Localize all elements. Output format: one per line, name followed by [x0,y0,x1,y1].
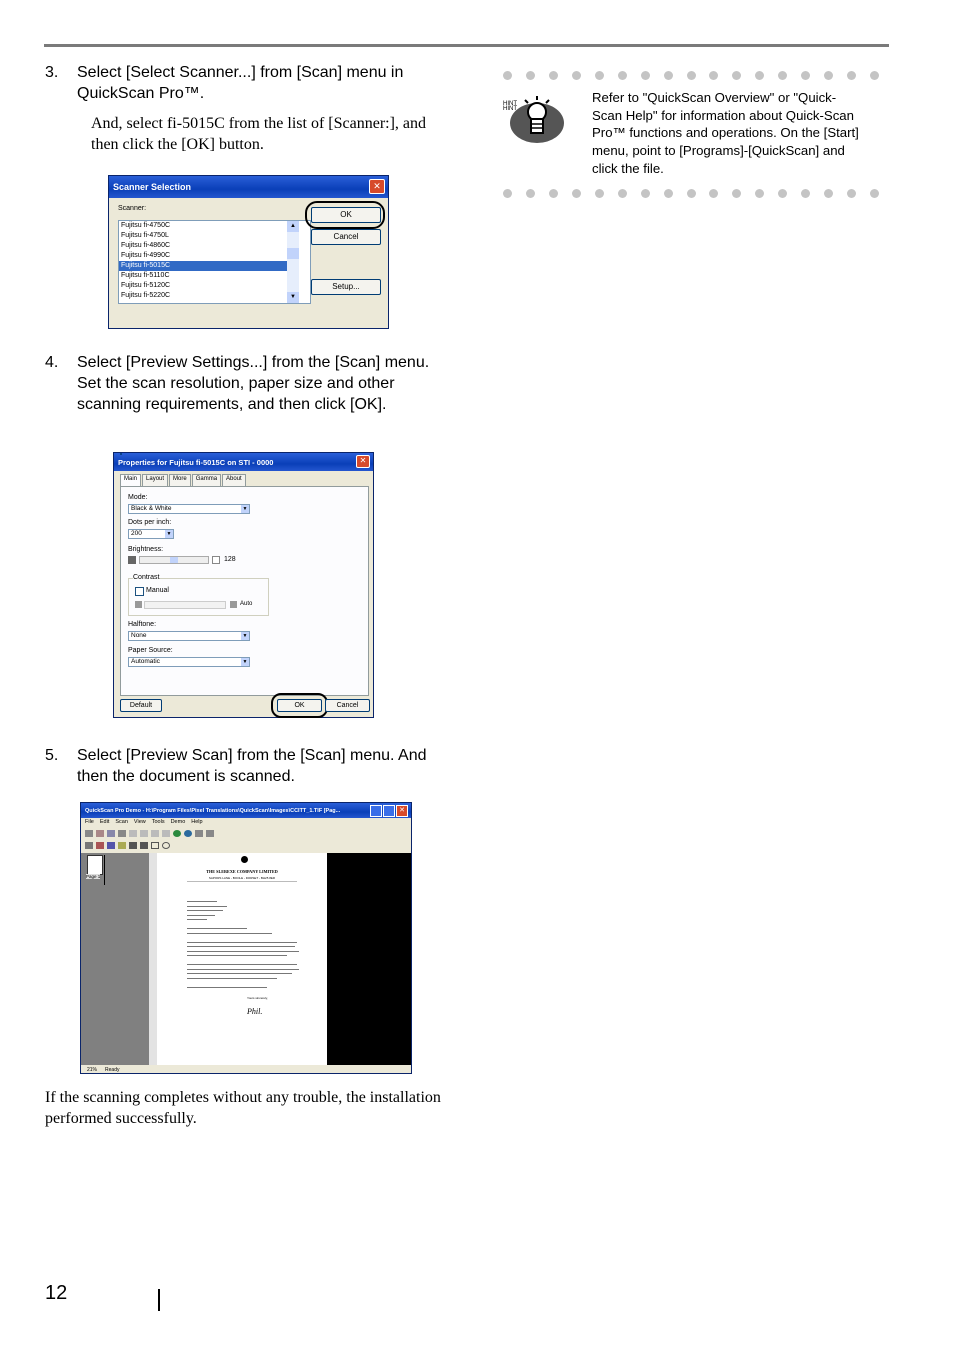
save-icon[interactable] [107,830,115,837]
border-dot [801,71,810,80]
border-dot [847,189,856,198]
hint-dotted-border-bottom [503,189,879,198]
mode-value: Black & White [131,505,172,512]
document-signature: Phil. [247,1007,263,1016]
step-number: 3. [45,64,59,81]
footer-divider [158,1289,160,1311]
scroll-up-icon[interactable]: ▲ [287,221,299,232]
menu-item-file[interactable]: File [85,819,94,825]
contrast-swatch [135,601,142,608]
lightbulb-icon [503,90,565,150]
toolbar-1 [85,828,405,839]
brightness-slider[interactable] [139,556,209,564]
ellipse-icon[interactable] [162,842,170,849]
brightness-swatch-light [212,556,220,564]
dpi-select[interactable] [128,529,174,539]
border-dot [687,189,696,198]
hint-dotted-border-top [503,71,879,80]
document-text-line [187,933,272,934]
contrast-swatch-2 [230,601,237,608]
svg-text:HINT: HINT [503,106,517,112]
border-dot [503,71,512,80]
zoom-level[interactable]: 21% [87,1066,98,1073]
border-dot [664,189,673,198]
minimize-icon[interactable] [370,805,382,817]
chevron-down-icon: ▼ [242,659,248,665]
dialog-title: Scanner Selection [113,182,192,192]
border-dot [618,189,627,198]
border-dot [824,189,833,198]
scanner-selection-dialog [108,175,389,329]
close-icon[interactable]: ✕ [369,179,385,194]
print-icon[interactable] [85,830,93,837]
cancel-button[interactable]: Cancel [325,699,370,712]
contrast-slider[interactable] [144,601,226,609]
tab-main[interactable]: Main [120,474,141,486]
border-dot [618,71,627,80]
thumbnail-pane [81,853,149,1065]
top-rule [44,44,889,47]
scanner-list-item[interactable]: Fujitsu fi-4750C [121,222,171,229]
document-text-line [187,946,295,947]
border-dot [641,189,650,198]
black-margin [327,853,411,1065]
border-dot [709,189,718,198]
window-title-bar [81,803,411,818]
halftone-value: None [131,632,147,639]
setup-button[interactable]: Setup... [311,279,381,295]
menu-bar [85,819,203,825]
tab-panel [120,486,369,696]
border-dot [732,71,741,80]
scanner-list-item[interactable]: Fujitsu fi-5120C [121,282,171,289]
brightness-value: 128 [224,556,236,563]
document-text-line [187,987,267,988]
document-text-line [187,969,299,970]
mode-select[interactable] [128,504,250,514]
document-address: SAPORS LANE - BOOLE - DORSET - BH25 8ER [208,876,276,880]
dialog-title-bar [109,176,388,198]
pen-icon[interactable] [129,842,137,849]
document-text-line [187,906,227,907]
halftone-select[interactable] [128,631,250,641]
scan-icon[interactable] [96,830,104,837]
border-dot [801,189,810,198]
border-dot [526,189,535,198]
properties-dialog [113,452,374,718]
dpi-value: 200 [131,530,142,537]
quickscan-window [80,802,412,1074]
scanner-list-item[interactable]: Fujitsu fi-4990C [121,252,171,259]
border-dot [572,71,581,80]
step-number: 4. [45,354,59,371]
border-dot [755,189,764,198]
border-dot [709,71,718,80]
step-text: Select [Select Scanner...] from [Scan] menu in QuickScan Pro™. [77,64,404,102]
contrast-label: Contrast [133,574,160,581]
scanner-list[interactable] [118,220,311,304]
manual-label: Manual [146,587,169,594]
fit-icon[interactable] [206,830,214,837]
document-text-line [187,919,207,920]
next-page-icon[interactable] [151,830,159,837]
chevron-down-icon: ▼ [242,633,248,639]
menu-item-scan[interactable]: Scan [115,819,128,825]
border-dot [549,189,558,198]
tab-strip [120,474,247,486]
document-text-line [187,964,297,965]
border-dot [870,71,879,80]
dpi-label: Dots per inch: [128,519,172,526]
scanner-list-item[interactable]: Fujitsu fi-5220C [121,292,171,299]
stamp-icon[interactable] [96,842,104,849]
document-company: THE SLEREXE COMPANY LIMITED [206,869,278,874]
step-text: Select [Preview Scan] from the [Scan] menu. And then the document is scanned. [77,747,427,785]
dialog-title-bar [114,453,373,471]
last-page-icon[interactable] [162,830,170,837]
first-page-icon[interactable] [129,830,137,837]
scanner-list-item[interactable]: Fujitsu fi-5015C [119,261,287,271]
brightness-label: Brightness: [128,546,164,553]
border-dot [549,71,558,80]
close-icon[interactable]: ✕ [396,805,408,817]
mode-label: Mode: [128,494,148,501]
border-dot [824,71,833,80]
tab-about[interactable]: About [222,474,246,486]
hint-label: HINT [503,101,517,107]
line-icon[interactable] [140,842,148,849]
document-text-line [187,928,247,929]
document-text-line [187,915,215,916]
spacer [120,453,122,455]
border-dot [503,189,512,198]
brightness-swatch [128,556,136,564]
hint-icon [503,90,565,150]
thumbnail-divider [104,855,105,885]
tab-more[interactable]: More [169,474,191,486]
document-text-line [187,901,217,902]
document-text-line [187,910,223,911]
halftone-label: Halftone: [128,621,157,628]
scanner-list-item[interactable]: Fujitsu fi-4750L [121,232,169,239]
auto-label: Auto [240,601,253,607]
tab-layout[interactable]: Layout [142,474,168,486]
document-signoff: Yours sincerely, [247,996,268,1000]
thumbnail-scrollbar[interactable] [149,853,157,1065]
scanner-list-item[interactable]: Fujitsu fi-4860C [121,242,171,249]
maximize-icon[interactable] [383,805,395,817]
paper-source-value: Automatic [131,658,160,665]
document-body [187,901,307,1011]
border-dot [778,71,787,80]
highlight-icon[interactable] [118,842,126,849]
status-bar [81,1065,412,1074]
manual-checkbox[interactable] [135,587,144,596]
status-text: Ready [105,1066,120,1073]
page-thumbnail[interactable] [87,855,103,875]
menu-item-demo[interactable]: Demo [170,819,186,825]
window-controls [370,805,408,817]
scroll-down-icon[interactable]: ▼ [287,292,299,303]
scanner-list-item[interactable]: Fujitsu fi-5110C [121,272,170,279]
zoom-out-icon[interactable] [184,830,192,837]
ok-button[interactable]: OK [311,207,381,223]
step-detail: And, select fi-5015C from the list of [Scanner:], and then click the [OK] button. [91,115,427,153]
rotate-icon[interactable] [195,830,203,837]
menu-item-view[interactable]: View [133,819,146,825]
border-dot [870,189,879,198]
contrast-group [128,574,269,616]
border-dot [732,189,741,198]
border-dot [641,71,650,80]
step-text: Select [Preview Settings...] from the [Scan] menu. Set the scan resolution, paper size and other scanning requirements, and then click [OK]. [77,354,430,413]
highlight-oval [271,693,328,718]
rectangle-icon[interactable] [151,842,159,849]
scanner-label: Scanner: [118,205,147,212]
document-text-line [187,942,297,943]
punch-hole [241,856,248,863]
chevron-down-icon: ▼ [242,506,248,512]
slider-thumb[interactable] [170,557,178,563]
page-number: 12 [45,1282,68,1304]
pointer-icon[interactable] [85,842,93,849]
document-text-line [187,951,299,952]
document-text-line [187,955,287,956]
menu-item-help[interactable]: Help [191,819,203,825]
dialog-title: Properties for Fujitsu fi-5015C on STI - 0000 [118,457,274,467]
border-dot [847,71,856,80]
toolbar-2 [85,840,405,851]
hint-text: Refer to "QuickScan Overview" or "Quick-Scan Help" for information about Quick-Scan Pro™ functions and operations. On the [Start] menu, point to [Programs]-[QuickScan] and click the file. [592,90,859,176]
tab-gamma[interactable]: Gamma [192,474,221,486]
cancel-button[interactable]: Cancel [311,229,381,245]
border-dot [572,189,581,198]
ok-button[interactable]: OK [277,699,322,712]
menu-item-edit[interactable]: Edit [99,819,110,825]
menu-item-tools[interactable]: Tools [151,819,165,825]
border-dot [664,71,673,80]
zoom-in-icon[interactable] [173,830,181,837]
document-line [187,881,297,882]
note-icon[interactable] [107,842,115,849]
chevron-down-icon: ▼ [166,531,172,537]
document-text-line [187,973,292,974]
scroll-thumb[interactable] [287,248,299,259]
window-title: QuickScan Pro Demo - H:\Program Files\Pixel Translations\QuickScan\Images\CCITT_1.TIF [Pag... [85,807,341,814]
default-button[interactable]: Default [120,699,162,712]
border-dot [595,189,604,198]
border-dot [595,71,604,80]
border-dot [526,71,535,80]
prev-page-icon[interactable] [140,830,148,837]
copy-icon[interactable] [118,830,126,837]
paper-source-select[interactable] [128,657,250,667]
border-dot [687,71,696,80]
border-dot [755,71,764,80]
paper-source-label: Paper Source: [128,647,173,654]
scrollbar[interactable] [287,221,299,303]
step-number: 5. [45,747,59,764]
document-text-line [187,978,277,979]
border-dot [778,189,787,198]
highlight-oval [305,201,385,229]
thumbnail-label: Page 1 [86,874,101,879]
close-icon[interactable]: ✕ [356,455,370,468]
conclusion-text: If the scanning completes without any trouble, the installation performed successfully. [45,1089,441,1127]
document-view[interactable] [157,853,327,1065]
